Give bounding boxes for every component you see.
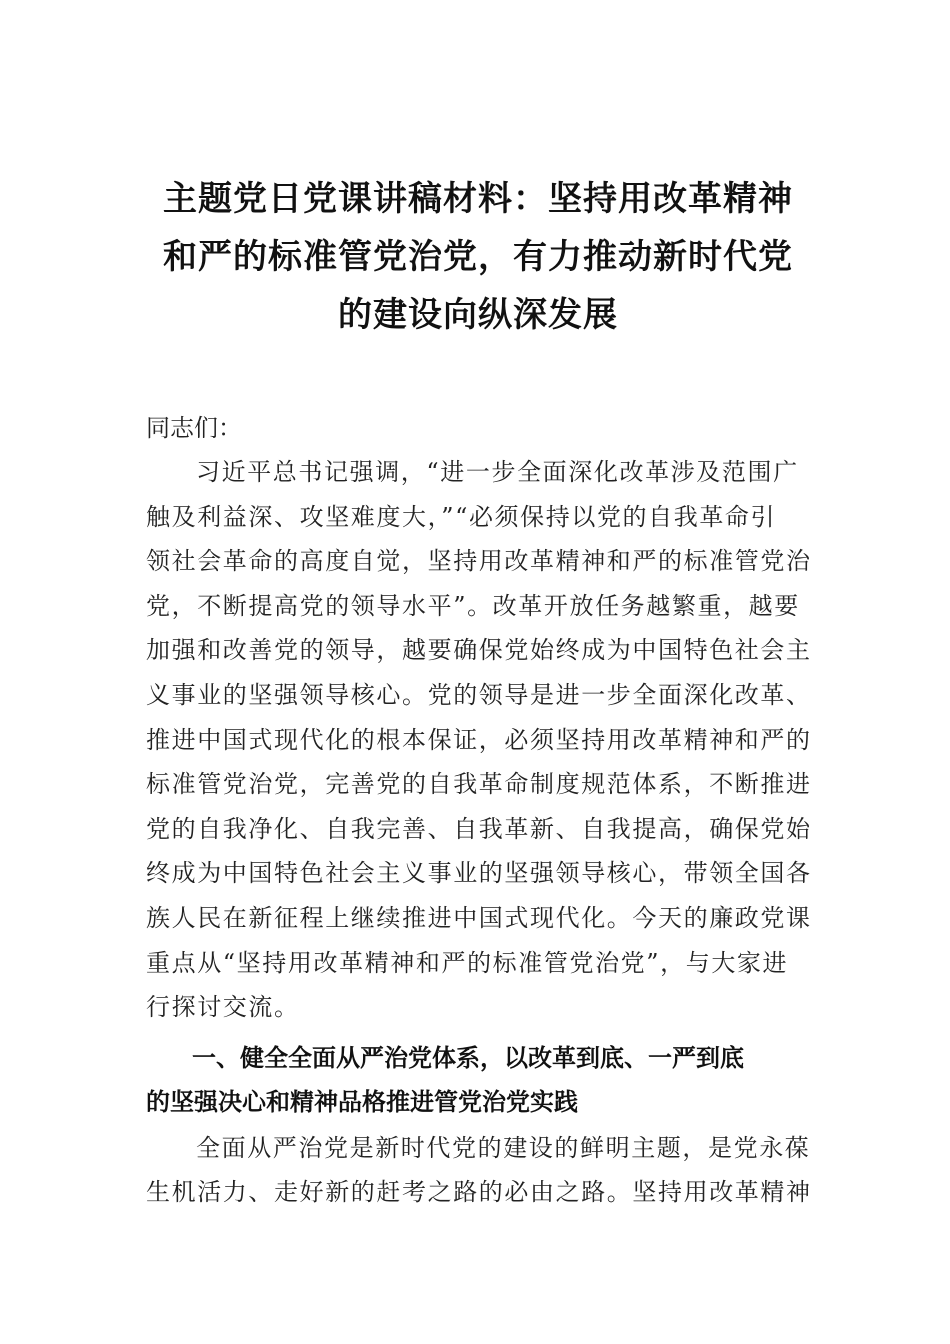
document-page bbox=[146, 170, 810, 1215]
paragraph-line: 族人民在新征程上继续推进中国式现代化。今天的廉政党课 bbox=[146, 903, 812, 932]
paragraph-line: 党的自我净化、自我完善、自我革新、自我提高，确保党始 bbox=[146, 814, 812, 843]
section-1-paragraph bbox=[146, 1126, 810, 1215]
paragraph-line: 终成为中国特色社会主义事业的坚强领导核心，带领全国各 bbox=[146, 859, 812, 888]
title-line: 的建设向纵深发展 bbox=[338, 295, 618, 335]
intro-paragraph bbox=[146, 450, 810, 1030]
paragraph-line: 标准管党治党，完善党的自我革命制度规范体系，不断推进 bbox=[146, 770, 812, 799]
document-title bbox=[132, 170, 824, 344]
paragraph-line: 党，不断提高党的领导水平”。改革开放任务越繁重，越要 bbox=[146, 591, 800, 620]
paragraph-line: 领社会革命的高度自觉，坚持用改革精神和严的标准管党治 bbox=[146, 547, 812, 576]
paragraph-line: 触及利益深、攻坚难度大，”“必须保持以党的自我革命引 bbox=[146, 502, 777, 531]
paragraph-line: 重点从“坚持用改革精神和严的标准管党治党”，与大家进 bbox=[146, 948, 789, 977]
paragraph-line: 加强和改善党的领导，越要确保党始终成为中国特色社会主 bbox=[146, 636, 812, 665]
section-1-heading bbox=[146, 1036, 810, 1124]
paragraph-line: 义事业的坚强领导核心。党的领导是进一步全面深化改革、 bbox=[146, 680, 812, 709]
paragraph-line: 推进中国式现代化的根本保证，必须坚持用改革精神和严的 bbox=[146, 725, 812, 754]
salutation: 同志们： bbox=[146, 414, 242, 442]
title-line: 主题党日党课讲稿材料：坚持用改革精神 bbox=[163, 179, 793, 219]
paragraph-line: 行探讨交流。 bbox=[146, 993, 300, 1022]
heading-line: 的坚强决心和精神品格推进管党治党实践 bbox=[146, 1087, 578, 1116]
title-line: 和严的标准管党治党，有力推动新时代党 bbox=[163, 237, 793, 277]
paragraph-line: 生机活力、走好新的赶考之路的必由之路。坚持用改革精神 bbox=[146, 1178, 812, 1207]
paragraph-line: 习近平总书记强调，“进一步全面深化改革涉及范围广 bbox=[196, 458, 799, 486]
heading-line: 一、健全全面从严治党体系，以改革到底、一严到底 bbox=[192, 1043, 744, 1072]
paragraph-line: 全面从严治党是新时代党的建设的鲜明主题，是党永葆 bbox=[196, 1133, 811, 1162]
